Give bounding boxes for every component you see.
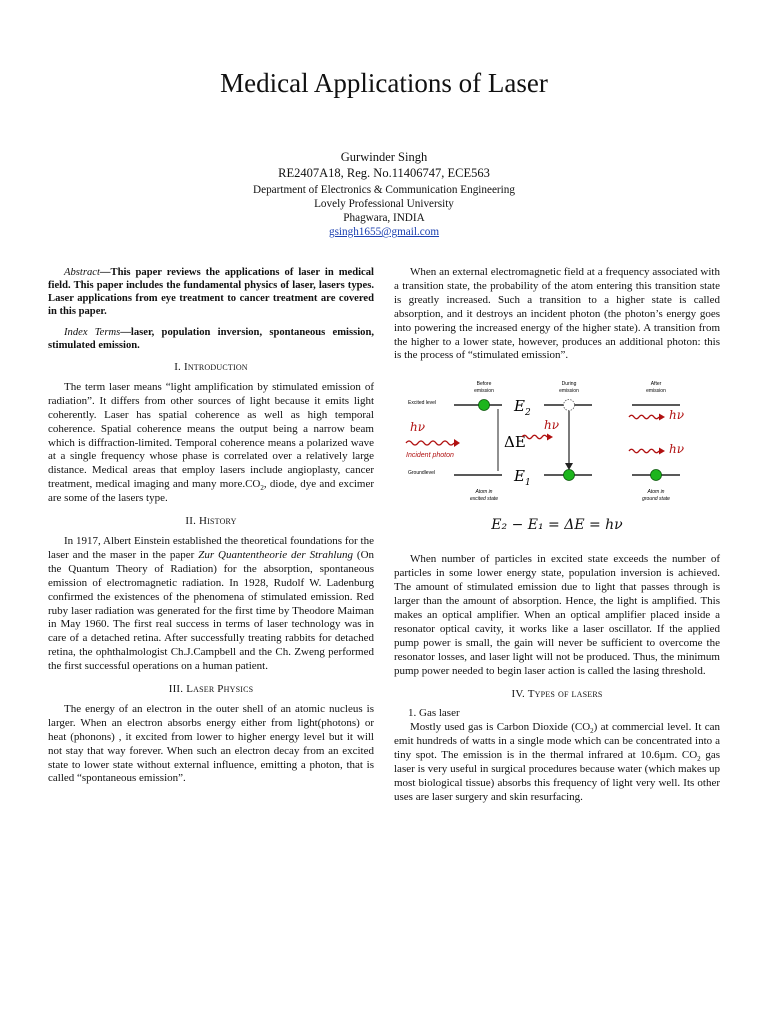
gas-laser-sub-1: 2 [590,727,594,736]
fig-after-photon-wave-1 [629,416,659,420]
gas-laser-text-c: gas laser is very useful in surgical procedures because water (which makes up most biological tissue) absorbs this frequency of light very well. Its other uses are laser surgery and skin resurfacing. [394,749,720,803]
fig-atom-excited [479,400,490,411]
fig-after-photon-wave-2 [629,450,659,454]
fig-during-photon-arrowhead [547,434,553,441]
fig-after-photon-arrowhead-2 [659,448,665,455]
introduction-text [48,381,374,506]
fig-atom-transition-ghost [564,400,575,411]
fig-hv-during: hν [544,418,560,433]
list-item-gas-laser: 1. Gas laser [408,707,460,720]
author-reg: RE2407A18, Reg. No.11406747, ECE563 [278,166,490,180]
fig-col-before: Before [476,381,492,388]
history-text-b: (On the Quantum Theory of Radiation) for the absorption, spontaneous emission of electromagnetic radiation. In 1928, Rudolf W. Ladenburg confirmed the existences of the phenomena of stimulated emission. Red ruby laser radiation was generated for the first time by Theodore Maiman in May 1960. The first real success in terms of laser technology was in care of a detached retina. After successfully treating rabbits for detached retina, the ophthalmologist Ch.J.Campbell and the Ch. Zweng performed the first successful operations on a human patient. [48,548,375,673]
index-terms-body: laser, population inversion, spontaneous emission, stimulated emission. [48,327,374,351]
section-heading-types-of-lasers: IV. Types of lasers [511,687,603,700]
abstract-dash: — [99,267,111,278]
section-heading-history: II. History [185,515,237,528]
fig-equation: E₂ − E₁ = ΔE = hν [491,517,623,534]
history-italic-title: Zur Quantentheorie der Strahlung [198,548,353,561]
introduction-text-b: , diode, dye and excimer are some of the lasers type. [48,478,374,505]
abstract [48,266,374,318]
gas-laser-sub-2: 2 [697,755,701,764]
paper-title: Medical Applications of Laser [220,68,548,98]
fig-e2-label: $E_2$ [514,397,531,419]
author-name: Gurwinder Singh [340,150,428,164]
fig-atom-ground-caption-1: Atom in [647,489,665,496]
fig-delta-e-label: ΔE [504,433,526,452]
introduction-sub: 2 [260,484,264,493]
history-text-a: In 1917, Albert Einstein established the theoretical foundations for the laser and the maser in the paper [48,534,374,561]
fig-hv-incident: hν [410,420,426,435]
fig-atom-ground-caption-2: ground state [642,496,670,503]
fig-hv-after-2: hν [669,442,685,457]
energy-level-figure [394,377,720,547]
fig-transition-arrowhead [565,463,573,470]
gas-laser-text-a: Mostly used gas is Carbon Dioxide (CO [410,721,591,734]
section-heading-laser-physics: III. Laser Physics [168,683,254,696]
index-terms-dash: — [120,327,131,338]
energy-level-diagram [394,377,720,517]
index-terms-lead: Index Terms [64,327,121,338]
stimulated-emission-text: When an external electromagnetic field at a frequency associated with a transition state, the probability of the atom entering this transition state is greatly increased. Such a transition to a higher state is called absorption, and it destroys an incident photon (the photon’s energy goes into powering the increased energy of the higher state). A transition from the higher to a lower state, however, produces an additional photon: this is the process of “stimulated emission”. [394,266,720,362]
introduction-text-a: The term laser means “light amplification by stimulated emission of radiation”. It differs from other sources of light because it emits light coherently. Laser has spatial coherence as well as high temporal coherence. Spatial coherence means the output being a narrow beam which is diffraction-limited. Temporal coherence means a polarized wave at a single frequency whose phase is correlated over a relatively large distance. Medical areas that employ lasers include angioplasty, cancer treatment, medical imaging and many more.CO [48,380,374,491]
fig-after-photon-arrowhead-1 [659,414,665,421]
laser-physics-text: The energy of an electron in the outer shell of an atomic nucleus is larger. When an electron absorbs energy either from light(photons) or heat (phonons) , it excited from lower to higher energy level but it will not stay that way forever. When such an electron decay from an excited state to lower state without external influence, emitting a photon, that is called “spontaneous emission”. [48,702,374,785]
fig-col-during2: emission [559,388,579,395]
left-column [48,266,374,786]
fig-e1-label: $E_1$ [514,467,531,489]
right-column [394,266,720,805]
gas-laser-text [394,721,720,804]
fig-col-after: After [650,381,662,388]
fig-atom-ground [651,470,662,481]
population-inversion-text: When number of particles in excited state exceeds the number of particles in some lower energy state, population inversion is achieved. The amount of stimulated emission due to light that passes through is larger than the amount of absorption. Hence, the light is amplified. This makes an optical amplifier. When an optical amplifier placed inside a resonator optical cavity, it works like a laser oscillator. If the applied pump power is small, the gain will never be sufficient to overcome the resonator losses, and laser light will not be produced. Thus, the minimum pump power needed to begin laser action is called the lasing threshold. [394,553,720,677]
author-department: Department of Electronics & Communication Engineering [253,184,515,196]
fig-col-after2: emission [646,388,666,395]
author-email-line [0,225,768,239]
gas-laser-text-b: ) at commercial level. It can emit hundreds of watts in a single mode which can be concentrated into a tiny spot. The emission is in the thermal infrared at 10.6µm. CO [394,721,720,762]
author-email-link[interactable]: gsingh1655@gmail.com [328,226,440,238]
fig-col-before2: emission [474,388,494,395]
fig-incident-photon-label: Incident photon [406,452,454,460]
fig-atom-decayed [564,470,575,481]
history-text [48,535,374,674]
author-university: Lovely Professional University [314,198,454,210]
abstract-body: This paper reviews the applications of laser in medical field. This paper includes the fundamental physics of laser, lasers types. Laser applications from eye treatment to cancer treatment are covered in this paper. [48,267,374,317]
fig-excited-level-label: Excited level [408,400,437,407]
fig-atom-excited-caption-1: Atom in [475,489,493,496]
fig-incident-photon-arrowhead [454,439,460,447]
index-terms [48,326,374,352]
fig-ground-level-label: Groundlevel [408,470,435,477]
section-heading-introduction: I. Introduction [174,361,248,373]
fig-hv-after-1: hν [669,408,685,423]
fig-col-during: During [561,381,577,388]
fig-atom-excited-caption-2: excited state [469,496,499,503]
abstract-lead: Abstract [64,267,100,278]
author-location: Phagwara, INDIA [343,212,425,224]
fig-incident-photon-wave [406,441,454,445]
